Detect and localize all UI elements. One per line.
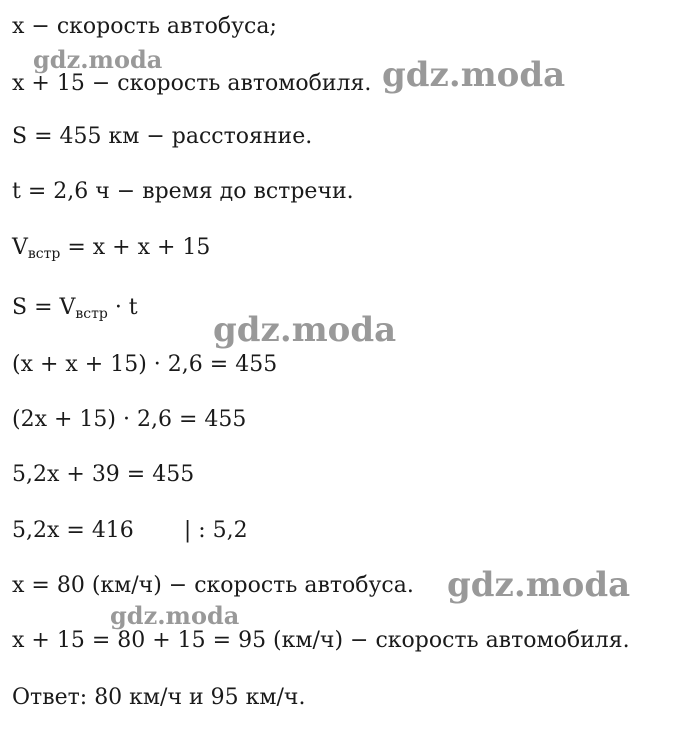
- formula-right: · t: [107, 295, 138, 320]
- watermark: gdz.moda: [447, 565, 631, 605]
- velocity-symbol: V: [12, 235, 28, 260]
- closing-speed-expression: = x + x + 15: [60, 235, 211, 260]
- velocity-subscript: встр: [27, 246, 61, 262]
- line-equation-1: (x + x + 15) · 2,6 = 455: [12, 352, 278, 377]
- watermark: gdz.moda: [110, 601, 240, 630]
- line-bus-speed: x − скорость автобуса;: [12, 14, 277, 39]
- line-distance-formula: [12, 295, 138, 327]
- line-closing-speed: [12, 235, 210, 267]
- line-time: t = 2,6 ч − время до встречи.: [12, 179, 354, 204]
- line-car-result: x + 15 = 80 + 15 = 95 (км/ч) − скорость автомобиля.: [12, 628, 630, 653]
- line-equation-3: 5,2x + 39 = 455: [12, 462, 195, 487]
- watermark: gdz.moda: [213, 310, 397, 350]
- line-distance: S = 455 км − расстояние.: [12, 124, 313, 149]
- line-equation-4: [12, 518, 248, 544]
- line-bus-result: x = 80 (км/ч) − скорость автобуса.: [12, 573, 414, 598]
- line-equation-2: (2x + 15) · 2,6 = 455: [12, 407, 247, 432]
- equation-4-divisor: | : 5,2: [183, 518, 248, 543]
- watermark: gdz.moda: [33, 45, 163, 74]
- line-answer: Ответ: 80 км/ч и 95 км/ч.: [12, 685, 306, 710]
- line-car-speed: x + 15 − скорость автомобиля.: [12, 71, 372, 96]
- formula-left: S = V: [12, 295, 76, 320]
- formula-subscript: встр: [75, 306, 108, 322]
- watermark: gdz.moda: [382, 55, 566, 95]
- equation-4-left: 5,2x = 416: [12, 518, 134, 543]
